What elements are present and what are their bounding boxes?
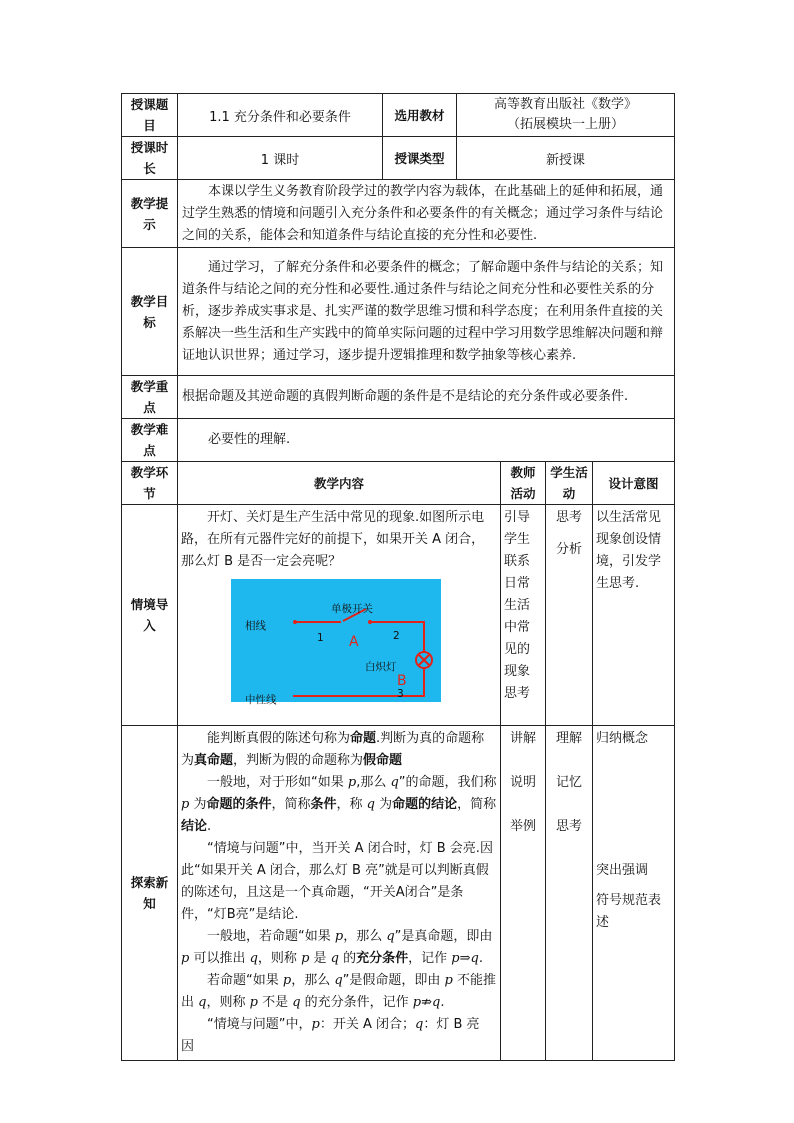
- intro-student: 思考 分析: [546, 505, 593, 726]
- goals-text: 通过学习，了解充分条件和必要条件的概念；了解命题中条件与结论的关系；知道条件与结论之间的充分性和必要性.通过条件与结论之间充分性和必要性关系的分析，逐步养成实事求是、扎实严谨的数学思维习惯和科学态度；在利用条件直接的关系解决一些生活和生产实践中的简单实际问题的过程中学习用数学思维解决问题和辩证地认识世界；通过学习，逐步提升逻辑推理和数学抽象等核心素养.: [178, 248, 675, 376]
- row-key: [122, 376, 675, 419]
- label-type: 授课类型: [383, 137, 457, 180]
- circuit-label-neutral: 中性线: [245, 694, 277, 706]
- label-title: 授课题目: [122, 94, 178, 137]
- row-tips: [122, 180, 675, 248]
- intro-stage: 情境导入: [122, 505, 178, 726]
- explore-p5: 若命题“如果 p，那么 q”是假命题，即由 p 不能推出 q，则称 p 不是 q 的充分条件，记作 p⇏q.: [181, 973, 497, 1010]
- circuit-label-live: 相线: [245, 620, 266, 632]
- intro-content: [178, 505, 501, 726]
- intro-design: 以生活常见现象创设情境，引发学生思考.: [593, 505, 675, 726]
- lesson-hours: 1 课时: [178, 137, 383, 180]
- row-hours: [122, 137, 675, 180]
- label-hours: 授课时长: [122, 137, 178, 180]
- row-header: [122, 462, 675, 505]
- header-content: 教学内容: [178, 462, 501, 505]
- tips-text: 本课以学生义务教育阶段学过的教学内容为载体，在此基础上的延伸和拓展，通过学生熟悉的情境和问题引入充分条件和必要条件的有关概念；通过学习条件与结论之间的关系，能体会和知道条件与结论直接的充分性和必要性.: [178, 180, 675, 248]
- header-teacher: 教师活动: [501, 462, 546, 505]
- lesson-type: 新授课: [457, 137, 675, 180]
- explore-p4: 一般地，若命题“如果 p，那么 q”是真命题，即由 p 可以推出 q，则称 p 是 q 的充分条件，记作 p⇒q.: [181, 929, 493, 966]
- explore-stage: 探索新知: [122, 726, 178, 1061]
- circuit-label-b: B: [397, 673, 407, 689]
- textbook-line1: 高等教育出版社《数学》: [494, 97, 638, 112]
- explore-design: 归纳概念 突出强调 符号规范表述: [593, 726, 675, 1061]
- label-textbook: 选用教材: [383, 94, 457, 137]
- label-tips: 教学提示: [122, 180, 178, 248]
- intro-text: 开灯、关灯是生产生活中常见的现象.如图所示电路，在所有元器件完好的前提下，如果开关 A 闭合，那么灯 B 是否一定会亮呢？: [181, 510, 485, 569]
- header-stage: 教学环节: [122, 462, 178, 505]
- explore-content: [178, 726, 501, 1061]
- row-intro: [122, 505, 675, 726]
- intro-teacher: 引导学生联系日常生活中常见的现象思考: [501, 505, 546, 726]
- circuit-label-switch: 单极开关: [331, 603, 373, 615]
- lesson-title: 1.1 充分条件和必要条件: [178, 94, 383, 137]
- explore-student: 理解 记忆 思考: [546, 726, 593, 1061]
- row-goals: [122, 248, 675, 376]
- circuit-diagram: [231, 579, 441, 706]
- header-design: 设计意图: [593, 462, 675, 505]
- header-student: 学生活动: [546, 462, 593, 505]
- explore-p6: “情境与问题”中，p：开关 A 闭合；q：灯 B 亮 因: [181, 1017, 493, 1054]
- label-difficult: 教学难点: [122, 419, 178, 462]
- label-goals: 教学目标: [122, 248, 178, 376]
- circuit-label-3: 3: [397, 688, 404, 700]
- circuit-label-2: 2: [393, 630, 400, 642]
- circuit-label-a: A: [349, 634, 359, 650]
- row-difficult: [122, 419, 675, 462]
- textbook-line2: （拓展模块一上册）: [507, 117, 625, 132]
- circuit-label-1: 1: [317, 632, 324, 644]
- explore-p2: 一般地，对于形如“如果 p,那么 q”的命题，我们称 p 为命题的条件，简称条件，称 q 为命题的结论，简称结论.: [181, 775, 497, 834]
- difficult-text: 必要性的理解.: [178, 419, 675, 462]
- row-explore: [122, 726, 675, 1061]
- explore-p3: “情境与问题”中，当开关 A 闭合时，灯 B 会亮.因此“如果开关 A 闭合，那么灯 B 亮”就是可以判断真假的陈述句，且这是一个真命题，“开关A闭合”是条件，“灯B亮”是结论.: [181, 841, 493, 922]
- circuit-label-lamp: 白炽灯: [365, 661, 397, 673]
- row-title: [122, 94, 675, 137]
- textbook: [457, 94, 675, 137]
- key-text: 根据命题及其逆命题的真假判断命题的条件是不是结论的充分条件或必要条件.: [178, 376, 675, 419]
- lesson-plan-table: [121, 93, 675, 1061]
- explore-teacher: 讲解 说明 举例: [501, 726, 546, 1061]
- explore-p1: 能判断真假的陈述句称为命题.判断为真的命题称为真命题，判断为假的命题称为假命题: [181, 731, 485, 768]
- label-key: 教学重点: [122, 376, 178, 419]
